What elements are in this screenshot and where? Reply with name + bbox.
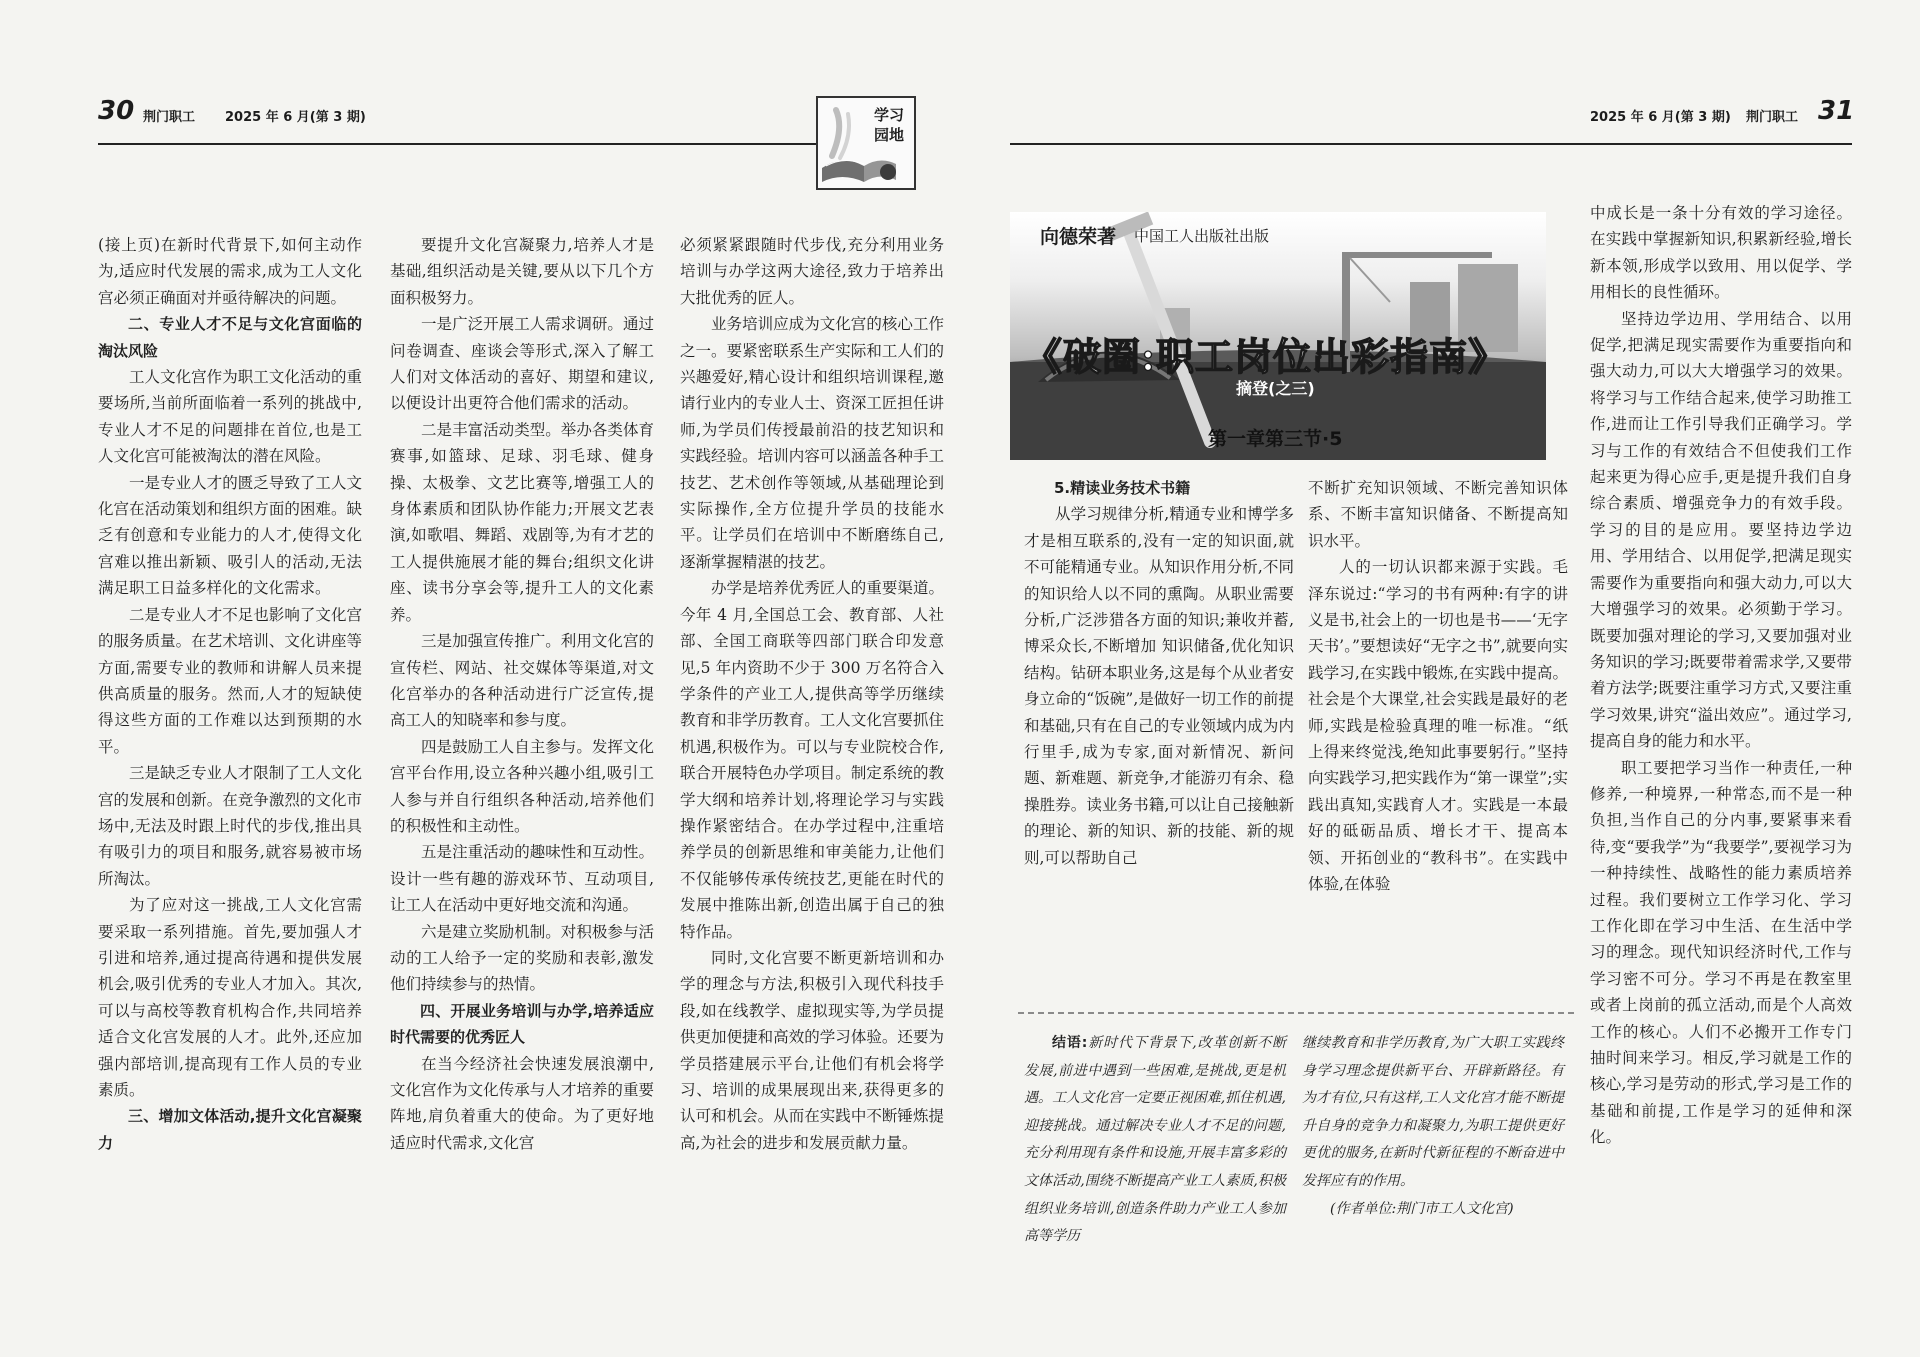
subsection-heading: 5.精读业务技术书籍 [1054,479,1191,497]
paragraph: 坚持边学边用、学用结合、以用促学,把满足现实需要作为重要指向和强大动力,可以大大增强学习的效果。将学习与工作结合起来,使学习助推工作,进而让工作引导我们正确学习。学习与工作的有效结合不但使我们工作起来更为得心应手,更是提升我们自身综合素质、增强竞争力的有效手段。学习的目的是应用。要坚持边学边用、学用结合、以用促学,把满足现实需要作为重要指向和强大动力,可以大大增强学习的效果。必须勤于学习。既要加强对理论的学习,又要加强对业务知识的学习;既要带着需求学,又要带着方法学;既要注重学习方式,又要注重学习效果,讲究“溢出效应”。通过学习,提高自身的能力和水平。 [1590,309,1852,751]
section-badge [816,96,916,190]
left-page-number: 30 [98,96,135,126]
paragraph: 三是缺乏专业人才限制了工人文化宫的发展和创新。在竞争激烈的文化市场中,无法及时跟上时代的步伐,推出具有吸引力的项目和服务,就容易被市场所淘汰。 [98,764,362,888]
conclusion-text: 结语:新时代下背景下,改革创新不断发展,前进中遇到一些困难,是挑战,更是机遇。工人文化宫一定要正视困难,抓住机遇,迎接挑战。通过解决专业人才不足的问题,充分利用现有条件和设施,开展丰富多彩的文体活动,围绕不断提高产业工人素质,积极组织业务培训,创造条件助力产业工人参加高等学历 [1024,1035,1286,1245]
paragraph: 工人文化宫作为职工文化活动的重要场所,当前所面临着一系列的挑战中,专业人才不足的问题排在首位,也是工人文化宫可能被淘汰的潜在风险。 [98,368,362,466]
right-page-number: 31 [1818,96,1855,126]
section-heading: 三、增加文体活动,提升文化宫凝聚力 [98,1107,362,1152]
paragraph: 人的一切认识都来源于实践。毛泽东说过:“学习的书有两种:有字的讲义是书,社会上的一切也是书——‘无字天书’。”要想读好“无字之书”,就要向实践学习,在实践中锻炼,在实践中提高。社会是个大课堂,社会实践是最好的老师,实践是检验真理的唯一标准。“纸上得来终觉浅,绝知此事要躬行。”坚持向实践学习,把实践作为“第一课堂”;实践出真知,实践育人才。实践是一本最好的砥砺品质、增长才干、提高本领、开拓创业的“教科书”。在实践中体验,在体验 [1308,558,1568,894]
paragraph: 四是鼓励工人自主参与。发挥文化宫平台作用,设立各种兴趣小组,吸引工人参与并自行组织各种活动,培养他们的积极性和主动性。 [390,737,654,835]
paragraph: 五是注重活动的趣味性和互动性。设计一些有趣的游戏环节、互动项目,让工人在活动中更好地交流和沟通。 [390,843,654,915]
left-issue-date: 2025 年 6 月(第 3 期) [225,110,366,125]
paragraph: 职工要把学习当作一种责任,一种修养,一种境界,一种常态,而不是一种负担,当作自己的分内事,要紧事来看待,变“要我学”为“我要学”,要视学习为一种持续性、战略性的能力素质培养过程。我们要树立工作学习化、学习工作化即在学习中生活、在生活中学习的理念。现代知识经济时代,工作与学习密不可分。学习不再是在教室里或者上岗前的孤立活动,而是个人高效工作的核心。人们不必搬开工作专门抽时间来学习。相反,学习就是工作的核心,学习是劳动的形式,学习是工作的基础和前提,工作是学习的延伸和深化。 [1590,758,1852,1147]
chapter-label: 第一章第三节·5 [1208,428,1343,450]
article-column-3 [680,232,944,1156]
paragraph: 办学是培养优秀匠人的重要渠道。今年 4 月,全国总工会、教育部、人社部、全国工商联等四部门联合印发意见,5 年内资助不少于 300 万名符合入学条件的产业工人,提供高等学历继续教育和非学历教育。工人文化宫要抓住机遇,积极作为。可以与专业院校合作,联合开展特色办学项目。制定系统的教学大纲和培养计划,将理论学习与实践操作紧密结合。在办学过程中,注重培养学员的创新思维和审美能力,让他们不仅能够传承传统技艺,更能在时代的发展中推陈出新,创造出属于自己的独特作品。 [680,579,944,941]
paragraph: 业务培训应成为文化宫的核心工作之一。要紧密联系生产实际和工人们的兴趣爱好,精心设计和组织培训课程,邀请行业内的专业人士、资深工匠担任讲师,为学员们传授最前沿的技艺知识和实践经验。培训内容可以涵盖各种手工技艺、艺术创作等领域,从基础理论到实际操作,全方位提升学员的技能水平。让学员们在培训中不断磨练自己,逐渐掌握精湛的技艺。 [680,315,944,571]
excerpt-label: 摘登(之三) [1236,379,1315,398]
paragraph: 一是专业人才的匮乏导致了工人文化宫在活动策划和组织方面的困难。缺乏有创意和专业能力的人才,使得文化宫难以推出新颖、吸引人的活动,无法满足职工日益多样化的文化需求。 [98,473,362,598]
conclusion-divider [1018,1012,1574,1014]
paragraph: 三是加强宣传推广。利用文化宫的宣传栏、网站、社交媒体等渠道,对文化宫举办的各种活动进行广泛宣传,提高工人的知晓率和参与度。 [390,632,654,730]
right-header-rule [1010,143,1852,145]
book-title: 《破圈:职工岗位出彩指南》 [1024,334,1508,379]
paragraph: (接上页)在新时代背景下,如何主动作为,适应时代发展的需求,成为工人文化宫必须正确面对并亟待解决的问题。 [98,236,362,307]
paragraph: 从学习规律分析,精通专业和博学多才是相互联系的,没有一定的知识面,就不可能精通专业。从知识作用分析,不同的知识给人以不同的熏陶。从职业需要分析,广泛涉猎各方面的知识;兼收并蓄,博采众长,不断增加 知识储备,优化知识结构。钻研本职业务,这是每个从业者安身立命的“饭碗”,是做好一切工作的前提和基础,只有在自己的专业领域内成为内行里手,成为专家,面对新情况、新问题、新难题、新竞争,才能游刃有余、稳操胜券。读业务书籍,可以让自己接触新的理论、新的知识、新的技能、新的规则,可以帮助自己 [1024,505,1294,867]
paragraph: 中成长是一条十分有效的学习途径。在实践中掌握新知识,积累新经验,增长新本领,形成学以致用、用以促学、学用相长的良性循环。 [1590,204,1852,302]
book-column-a [1024,475,1294,871]
right-magazine-name: 荆门职工 [1746,110,1799,125]
paragraph: 要提升文化宫凝聚力,培养人才是基础,组织活动是关键,要从以下几个方面积极努力。 [390,236,654,307]
paragraph: 二是专业人才不足也影响了文化宫的服务质量。在艺术培训、文化讲座等方面,需要专业的教师和讲解人员来提供高质量的服务。然而,人才的短缺使得这些方面的工作难以达到预期的水平。 [98,605,362,756]
left-header-rule [98,143,818,145]
paragraph: 一是广泛开展工人需求调研。通过问卷调查、座谈会等形式,深入了解工人们对文体活动的喜好、期望和建议,以便设计出更符合他们需求的活动。 [390,315,654,413]
conclusion-column-1 [1024,1030,1286,1251]
book-column-c [1590,200,1852,1151]
article-column-1 [98,232,362,1156]
section-heading: 二、专业人才不足与文化宫面临的淘汰风险 [98,315,362,360]
book-publisher: 中国工人出版社出版 [1134,227,1270,245]
book-author: 向德荣著 [1040,226,1117,248]
left-magazine-name: 荆门职工 [143,110,196,125]
conclusion-column-2 [1302,1030,1564,1223]
paragraph: 在当今经济社会快速发展浪潮中,文化宫作为文化传承与人才培养的重要阵地,肩负着重大的使命。为了更好地适应时代需求,文化宫 [390,1054,654,1152]
section-badge-line-2: 园地 [874,126,905,144]
section-badge-line-1: 学习 [874,106,905,124]
paragraph: 二是丰富活动类型。举办各类体育赛事,如篮球、足球、羽毛球、健身操、太极拳、文艺比赛等,增强工人的身体素质和团队协作能力;开展文艺表演,如歌唱、舞蹈、戏剧等,为有才艺的工人提供施展才能的舞台;组织文化讲座、读书分享会等,提升工人的文化素养。 [390,420,654,624]
paragraph: 为了应对这一挑战,工人文化宫需要采取一系列措施。首先,要加强人才引进和培养,通过提高待遇和提供发展机会,吸引优秀的专业人才加入。其次,可以与高校等教育机构合作,共同培养适合文化宫发展的人才。此外,还应加强内部培训,提高现有工作人员的专业素质。 [98,896,362,1099]
conclusion-text: 继续教育和非学历教育,为广大职工实践终身学习理念提供新平台、开辟新路径。有为才有位,只有这样,工人文化宫才能不断提升自身的竞争力和凝聚力,为职工提供更好更优的服务,在新时代新征程的不断奋进中发挥应有的作用。 [1302,1035,1564,1189]
conclusion-label: 结语: [1052,1035,1088,1051]
paragraph: 不断扩充知识领域、不断完善知识体系、不断丰富知识储备、不断提高知识水平。 [1308,479,1568,550]
paragraph: 同时,文化宫要不断更新培训和办学的理念与方法,积极引入现代科技手段,如在线教学、虚拟现实等,为学员提供更加便捷和高效的学习体验。还要为学员搭建展示平台,让他们有机会将学习、培训的成果展现出来,获得更多的认可和机会。从而在实践中不断锤炼提高,为社会的进步和发展贡献力量。 [680,948,944,1152]
section-heading: 四、开展业务培训与办学,培养适应时代需要的优秀匠人 [390,1001,654,1047]
paragraph: 必须紧紧跟随时代步伐,充分利用业务培训与办学这两大途径,致力于培养出大批优秀的匠人。 [680,236,944,307]
article-column-2 [390,232,654,1156]
paragraph: 六是建立奖励机制。对积极参与活动的工人给予一定的奖励和表彰,激发他们持续参与的热情。 [390,922,654,994]
book-column-b [1308,475,1568,898]
author-unit: (作者单位:荆门市工人文化宫) [1330,1200,1514,1217]
right-issue-date: 2025 年 6 月(第 3 期) [1590,110,1731,125]
